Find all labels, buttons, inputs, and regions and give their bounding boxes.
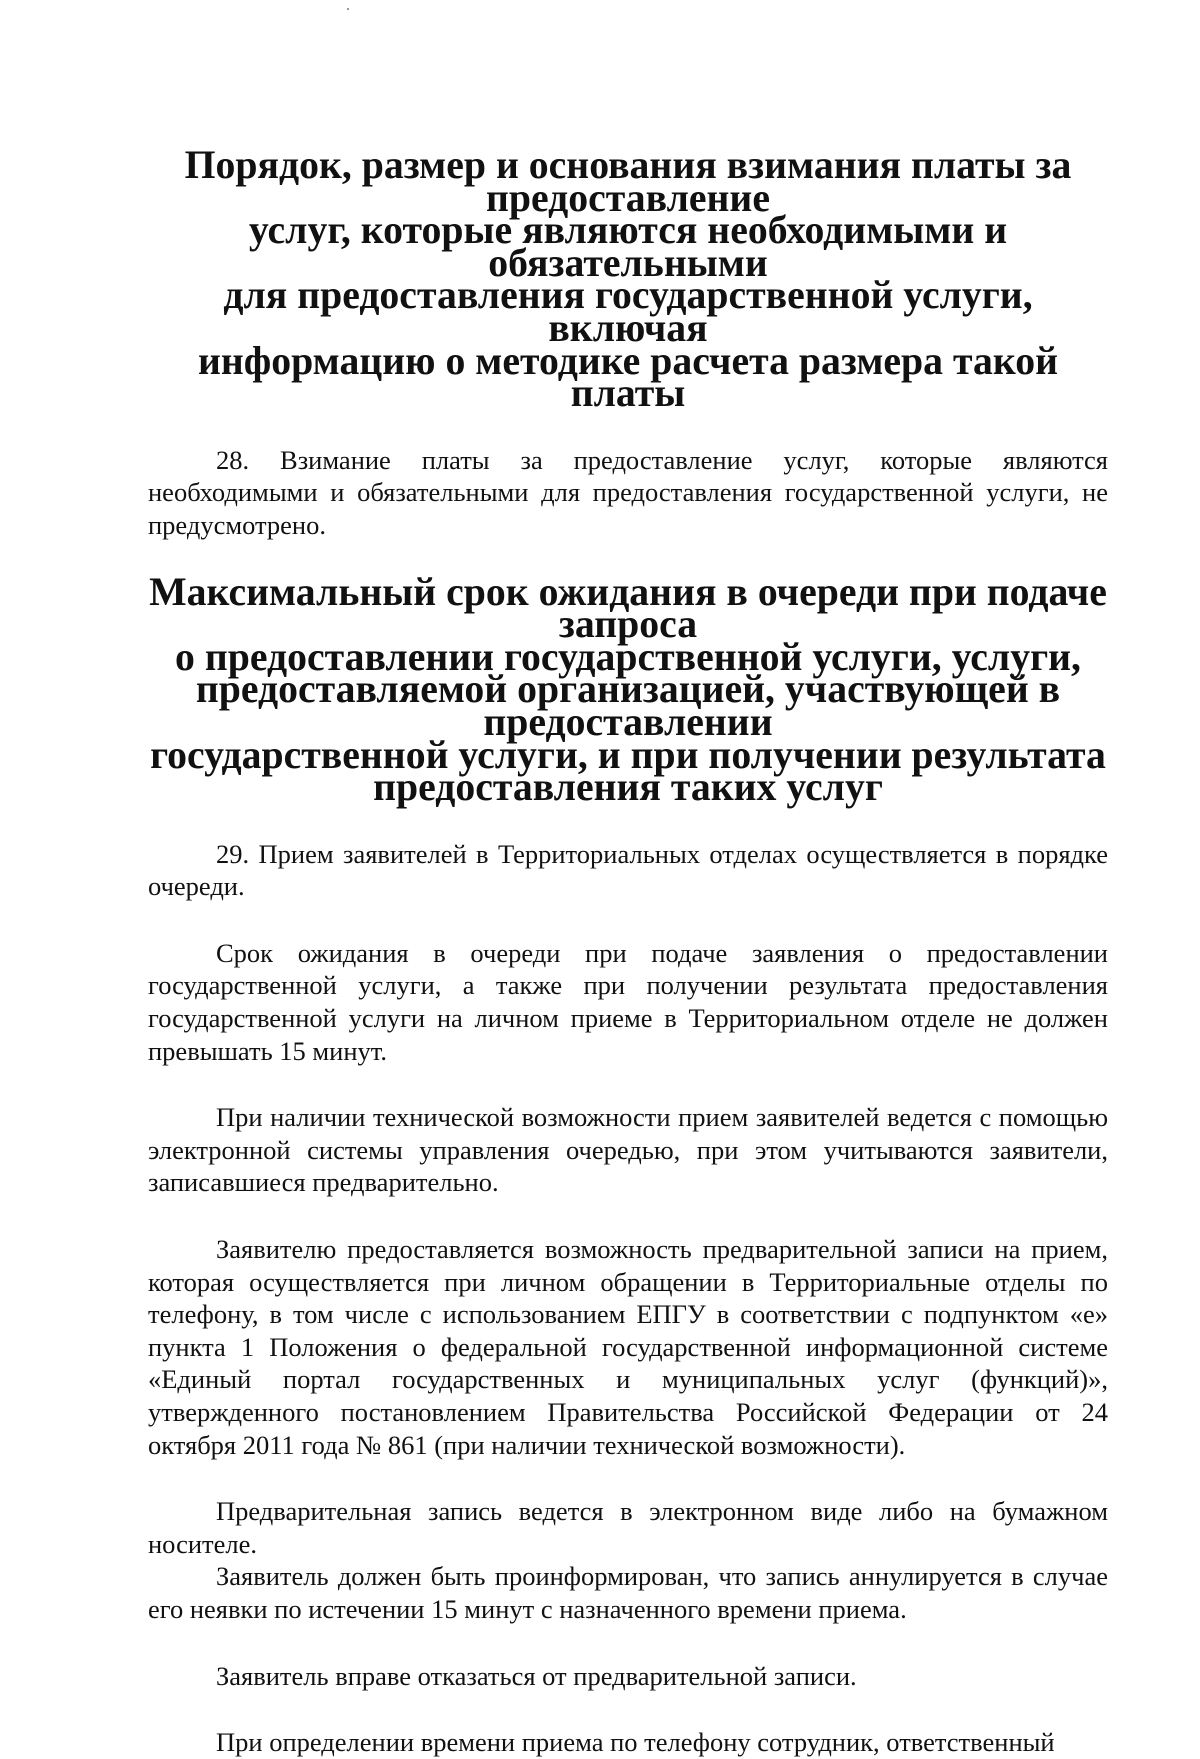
- paragraph-phone-booking: При определении времени приема по телефону сотрудник, ответственный: [216, 1727, 1055, 1758]
- paragraph-wait-time: Срок ожидания в очереди при подаче заявления о предоставлении государственной услуги, а также при получении результата предоставления государственной услуги на личном приеме в Территориальном отделе не должен превышать 15 минут.: [148, 937, 1108, 1066]
- section-heading-queue: [148, 569, 1108, 810]
- paragraph-cancellation: Заявитель должен быть проинформирован, что запись аннулируется в случае его неявки по истечении 15 минут с назначенного времени приема.: [148, 1561, 1108, 1624]
- heading-line: Порядок, размер и основания взимания платы за предоставление: [184, 143, 1072, 220]
- heading-line: предоставляемой организацией, участвующей в предоставлении: [195, 667, 1061, 744]
- paragraph-pre-registration: Заявителю предоставляется возможность предварительной записи на прием, которая осуществляется при личном обращении в Территориальные отделы по телефону, в том числе с использованием ЕПГУ в соответствии с подпунктом «е» пункта 1 Положения о федеральной государственной информационной системе «Единый портал государственных и муниципальных услуг (функций)», утвержденного постановлением Правительства Российской Федерации от 24 октября 2011 года № 861 (при наличии технической возможности).: [148, 1234, 1108, 1460]
- paragraph-electronic-queue: При наличии технической возможности прием заявителей ведется с помощью электронной системы управления очередью, при этом учитываются заявители, записавшиеся предварительно.: [148, 1102, 1108, 1198]
- scan-speck: [347, 8, 349, 10]
- paragraph-28: 28. Взимание платы за предоставление услуг, которые являются необходимыми и обязательными для предоставления государственной услуги, не предусмотрено.: [148, 444, 1108, 540]
- heading-line: услуг, которые являются необходимыми и обязательными: [248, 208, 1008, 285]
- section-heading-fee: [148, 143, 1108, 416]
- paragraph-29: 29. Прием заявителей в Территориальных отделах осуществляется в порядке очереди.: [148, 838, 1108, 902]
- heading-line: о предоставлении государственной услуги, услуги,: [175, 634, 1081, 679]
- heading-line: государственной услуги, и при получении результата: [150, 732, 1106, 777]
- document-page: [148, 140, 1108, 1759]
- heading-line: для предоставления государственной услуги, включая: [223, 273, 1033, 350]
- paragraph-refusal: Заявитель вправе отказаться от предварительной записи.: [216, 1660, 857, 1691]
- paragraph-record-format: Предварительная запись ведется в электронном виде либо на бумажном носителе.: [148, 1496, 1108, 1559]
- heading-line: Максимальный срок ожидания в очереди при подаче запроса: [149, 569, 1107, 647]
- heading-line: информацию о методике расчета размера такой платы: [197, 338, 1059, 416]
- heading-line: предоставления таких услуг: [373, 765, 883, 810]
